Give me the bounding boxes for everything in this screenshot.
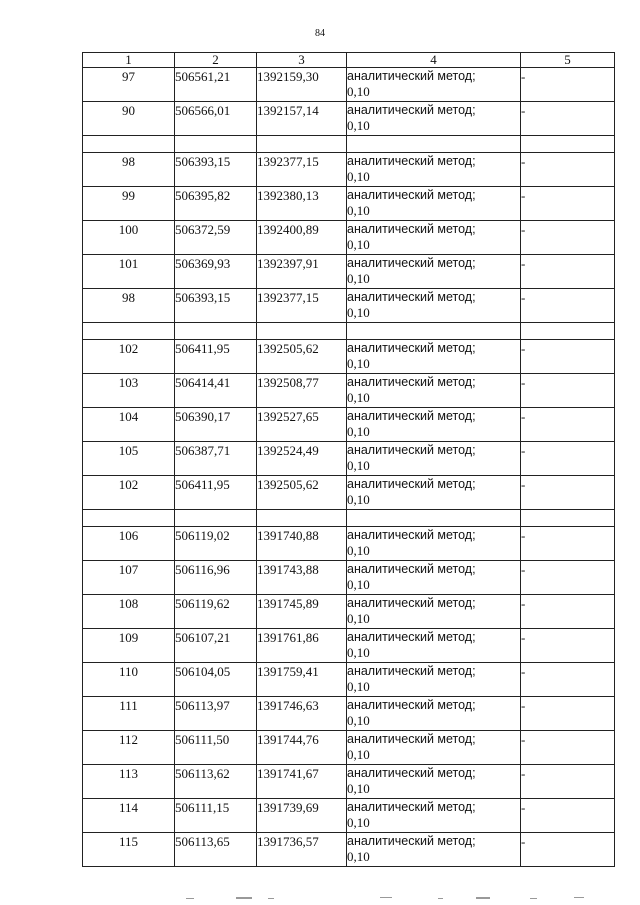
point-number-cell: 110	[83, 663, 175, 697]
x-coordinate-cell: 506411,95	[175, 340, 257, 374]
method-cell	[347, 340, 521, 374]
accuracy-text: 0,10	[347, 458, 370, 473]
note-cell: -	[521, 833, 615, 867]
method-cell	[347, 595, 521, 629]
note-cell: -	[521, 476, 615, 510]
y-coordinate-cell: 1392508,77	[257, 374, 347, 408]
method-cell	[347, 663, 521, 697]
method-text: аналитический метод;	[347, 69, 476, 83]
x-coordinate-cell: 506387,71	[175, 442, 257, 476]
method-text: аналитический метод;	[347, 834, 476, 848]
header-cell-3: 3	[257, 53, 347, 68]
empty-cell	[257, 136, 347, 153]
table-row	[83, 340, 615, 374]
table-row	[83, 187, 615, 221]
y-coordinate-cell: 1391759,41	[257, 663, 347, 697]
note-cell: -	[521, 595, 615, 629]
accuracy-text: 0,10	[347, 747, 370, 762]
method-cell	[347, 833, 521, 867]
y-coordinate-cell: 1392524,49	[257, 442, 347, 476]
table-row	[83, 408, 615, 442]
accuracy-text: 0,10	[347, 356, 370, 371]
accuracy-text: 0,10	[347, 203, 370, 218]
x-coordinate-cell: 506393,15	[175, 289, 257, 323]
header-cell-4: 4	[347, 53, 521, 68]
empty-cell	[83, 323, 175, 340]
y-coordinate-cell: 1391745,89	[257, 595, 347, 629]
x-coordinate-cell: 506395,82	[175, 187, 257, 221]
method-text: аналитический метод;	[347, 698, 476, 712]
point-number-cell: 98	[83, 153, 175, 187]
note-cell: -	[521, 731, 615, 765]
method-text: аналитический метод;	[347, 409, 476, 423]
empty-cell	[521, 510, 615, 527]
note-cell: -	[521, 561, 615, 595]
point-number-cell: 112	[83, 731, 175, 765]
method-text: аналитический метод;	[347, 630, 476, 644]
method-text: аналитический метод;	[347, 341, 476, 355]
method-text: аналитический метод;	[347, 188, 476, 202]
point-number-cell: 106	[83, 527, 175, 561]
method-text: аналитический метод;	[347, 596, 476, 610]
method-cell	[347, 799, 521, 833]
note-cell: -	[521, 374, 615, 408]
point-number-cell: 115	[83, 833, 175, 867]
y-coordinate-cell: 1391741,67	[257, 765, 347, 799]
table-row	[83, 221, 615, 255]
empty-cell	[347, 510, 521, 527]
table-row	[83, 765, 615, 799]
point-number-cell: 114	[83, 799, 175, 833]
method-cell	[347, 561, 521, 595]
method-cell	[347, 697, 521, 731]
accuracy-text: 0,10	[347, 492, 370, 507]
empty-cell	[257, 510, 347, 527]
table-row	[83, 102, 615, 136]
method-cell	[347, 527, 521, 561]
method-text: аналитический метод;	[347, 154, 476, 168]
point-number-cell: 98	[83, 289, 175, 323]
method-text: аналитический метод;	[347, 766, 476, 780]
method-text: аналитический метод;	[347, 664, 476, 678]
note-cell: -	[521, 289, 615, 323]
table-separator-row	[83, 510, 615, 527]
method-cell	[347, 731, 521, 765]
accuracy-text: 0,10	[347, 679, 370, 694]
method-text: аналитический метод;	[347, 290, 476, 304]
empty-cell	[257, 323, 347, 340]
accuracy-text: 0,10	[347, 237, 370, 252]
method-text: аналитический метод;	[347, 800, 476, 814]
x-coordinate-cell: 506119,62	[175, 595, 257, 629]
note-cell: -	[521, 765, 615, 799]
y-coordinate-cell: 1392505,62	[257, 340, 347, 374]
empty-cell	[521, 323, 615, 340]
y-coordinate-cell: 1392377,15	[257, 153, 347, 187]
scan-edge-marks	[0, 893, 640, 905]
accuracy-text: 0,10	[347, 169, 370, 184]
header-cell-1: 1	[83, 53, 175, 68]
note-cell: -	[521, 102, 615, 136]
point-number-cell: 109	[83, 629, 175, 663]
accuracy-text: 0,10	[347, 424, 370, 439]
empty-cell	[521, 136, 615, 153]
y-coordinate-cell: 1392380,13	[257, 187, 347, 221]
page-number: 84	[315, 28, 325, 39]
note-cell: -	[521, 187, 615, 221]
table-row	[83, 442, 615, 476]
table-separator-row	[83, 323, 615, 340]
accuracy-text: 0,10	[347, 645, 370, 660]
accuracy-text: 0,10	[347, 781, 370, 796]
point-number-cell: 107	[83, 561, 175, 595]
x-coordinate-cell: 506411,95	[175, 476, 257, 510]
table-row	[83, 731, 615, 765]
table-row	[83, 561, 615, 595]
point-number-cell: 111	[83, 697, 175, 731]
empty-cell	[175, 510, 257, 527]
method-cell	[347, 289, 521, 323]
method-text: аналитический метод;	[347, 222, 476, 236]
method-text: аналитический метод;	[347, 477, 476, 491]
point-number-cell: 100	[83, 221, 175, 255]
x-coordinate-cell: 506111,15	[175, 799, 257, 833]
note-cell: -	[521, 799, 615, 833]
y-coordinate-cell: 1391743,88	[257, 561, 347, 595]
point-number-cell: 113	[83, 765, 175, 799]
point-number-cell: 102	[83, 340, 175, 374]
note-cell: -	[521, 629, 615, 663]
table-row	[83, 476, 615, 510]
method-cell	[347, 187, 521, 221]
x-coordinate-cell: 506111,50	[175, 731, 257, 765]
table-separator-row	[83, 136, 615, 153]
x-coordinate-cell: 506369,93	[175, 255, 257, 289]
method-cell	[347, 765, 521, 799]
method-text: аналитический метод;	[347, 103, 476, 117]
note-cell: -	[521, 442, 615, 476]
accuracy-text: 0,10	[347, 849, 370, 864]
method-cell	[347, 374, 521, 408]
empty-cell	[347, 136, 521, 153]
note-cell: -	[521, 527, 615, 561]
point-number-cell: 101	[83, 255, 175, 289]
accuracy-text: 0,10	[347, 390, 370, 405]
empty-cell	[347, 323, 521, 340]
note-cell: -	[521, 408, 615, 442]
table-row	[83, 629, 615, 663]
method-cell	[347, 102, 521, 136]
x-coordinate-cell: 506561,21	[175, 68, 257, 102]
note-cell: -	[521, 340, 615, 374]
x-coordinate-cell: 506113,97	[175, 697, 257, 731]
y-coordinate-cell: 1391739,69	[257, 799, 347, 833]
accuracy-text: 0,10	[347, 713, 370, 728]
y-coordinate-cell: 1392157,14	[257, 102, 347, 136]
accuracy-text: 0,10	[347, 305, 370, 320]
method-cell	[347, 442, 521, 476]
accuracy-text: 0,10	[347, 815, 370, 830]
x-coordinate-cell: 506113,62	[175, 765, 257, 799]
method-cell	[347, 629, 521, 663]
point-number-cell: 90	[83, 102, 175, 136]
point-number-cell: 102	[83, 476, 175, 510]
point-number-cell: 97	[83, 68, 175, 102]
accuracy-text: 0,10	[347, 271, 370, 286]
table-row	[83, 833, 615, 867]
y-coordinate-cell: 1392397,91	[257, 255, 347, 289]
method-text: аналитический метод;	[347, 375, 476, 389]
x-coordinate-cell: 506113,65	[175, 833, 257, 867]
method-text: аналитический метод;	[347, 528, 476, 542]
note-cell: -	[521, 221, 615, 255]
y-coordinate-cell: 1392400,89	[257, 221, 347, 255]
point-number-cell: 104	[83, 408, 175, 442]
x-coordinate-cell: 506372,59	[175, 221, 257, 255]
method-cell	[347, 221, 521, 255]
y-coordinate-cell: 1391740,88	[257, 527, 347, 561]
table-row	[83, 697, 615, 731]
accuracy-text: 0,10	[347, 84, 370, 99]
accuracy-text: 0,10	[347, 577, 370, 592]
note-cell: -	[521, 68, 615, 102]
table-header-row	[83, 53, 615, 68]
table-row	[83, 799, 615, 833]
table-row	[83, 68, 615, 102]
x-coordinate-cell: 506414,41	[175, 374, 257, 408]
method-cell	[347, 476, 521, 510]
accuracy-text: 0,10	[347, 118, 370, 133]
y-coordinate-cell: 1392159,30	[257, 68, 347, 102]
point-number-cell: 105	[83, 442, 175, 476]
empty-cell	[175, 136, 257, 153]
accuracy-text: 0,10	[347, 543, 370, 558]
note-cell: -	[521, 153, 615, 187]
table-row	[83, 527, 615, 561]
table-row	[83, 595, 615, 629]
method-text: аналитический метод;	[347, 562, 476, 576]
header-cell-5: 5	[521, 53, 615, 68]
y-coordinate-cell: 1392527,65	[257, 408, 347, 442]
empty-cell	[83, 136, 175, 153]
method-cell	[347, 68, 521, 102]
table-row	[83, 153, 615, 187]
point-number-cell: 108	[83, 595, 175, 629]
y-coordinate-cell: 1392377,15	[257, 289, 347, 323]
note-cell: -	[521, 255, 615, 289]
x-coordinate-cell: 506393,15	[175, 153, 257, 187]
y-coordinate-cell: 1391736,57	[257, 833, 347, 867]
table-row	[83, 374, 615, 408]
point-number-cell: 99	[83, 187, 175, 221]
method-cell	[347, 153, 521, 187]
method-cell	[347, 408, 521, 442]
x-coordinate-cell: 506116,96	[175, 561, 257, 595]
table-row	[83, 289, 615, 323]
method-text: аналитический метод;	[347, 732, 476, 746]
y-coordinate-cell: 1391744,76	[257, 731, 347, 765]
y-coordinate-cell: 1391746,63	[257, 697, 347, 731]
accuracy-text: 0,10	[347, 611, 370, 626]
y-coordinate-cell: 1392505,62	[257, 476, 347, 510]
note-cell: -	[521, 663, 615, 697]
header-cell-2: 2	[175, 53, 257, 68]
empty-cell	[175, 323, 257, 340]
x-coordinate-cell: 506107,21	[175, 629, 257, 663]
note-cell: -	[521, 697, 615, 731]
x-coordinate-cell: 506390,17	[175, 408, 257, 442]
table-row	[83, 255, 615, 289]
empty-cell	[83, 510, 175, 527]
method-text: аналитический метод;	[347, 443, 476, 457]
x-coordinate-cell: 506566,01	[175, 102, 257, 136]
point-number-cell: 103	[83, 374, 175, 408]
x-coordinate-cell: 506119,02	[175, 527, 257, 561]
table-body	[83, 68, 615, 867]
method-cell	[347, 255, 521, 289]
y-coordinate-cell: 1391761,86	[257, 629, 347, 663]
table-row	[83, 663, 615, 697]
x-coordinate-cell: 506104,05	[175, 663, 257, 697]
method-text: аналитический метод;	[347, 256, 476, 270]
coordinates-table	[82, 52, 615, 867]
